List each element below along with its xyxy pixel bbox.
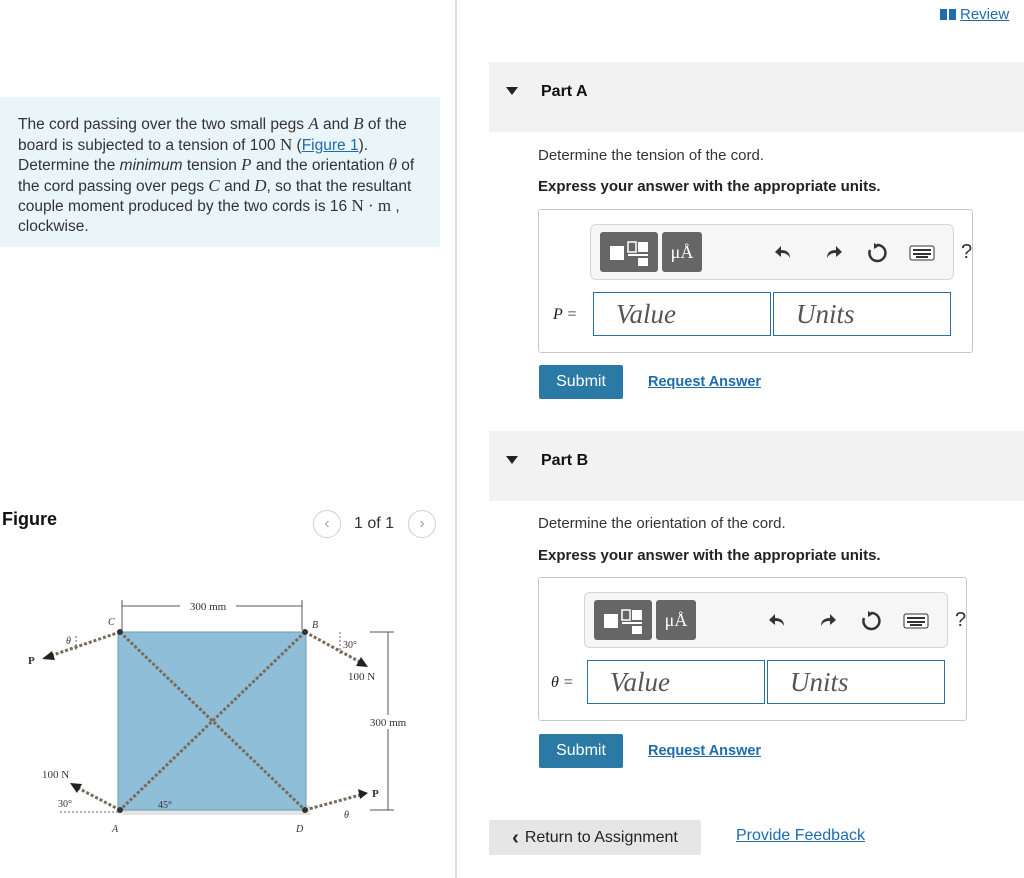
part-a-question: Determine the tension of the cord.	[538, 147, 764, 164]
provide-feedback-link[interactable]: Provide Feedback	[736, 827, 865, 844]
return-to-assignment-button[interactable]	[489, 820, 701, 855]
part-a-request-answer-link[interactable]: Request Answer	[648, 374, 762, 390]
part-a-submit-button[interactable]: Submit	[539, 365, 623, 399]
part-a-answer-box	[538, 209, 973, 353]
next-figure-button[interactable]	[408, 510, 436, 538]
part-a-variable: P =	[553, 306, 578, 323]
panel-divider	[455, 0, 457, 878]
keyboard-icon[interactable]	[903, 613, 929, 629]
figure-pager: 1 of 1	[354, 515, 395, 532]
label-100n-left: 100 N	[42, 769, 70, 781]
part-b-question: Determine the orientation of the cord.	[538, 515, 786, 532]
keyboard-icon[interactable]	[909, 245, 935, 261]
prev-figure-button[interactable]	[313, 510, 341, 538]
part-a-header[interactable]	[489, 62, 1024, 132]
dim-right-label: 300 mm	[369, 717, 407, 729]
part-b-submit-button[interactable]: Submit	[539, 734, 623, 768]
book-icon	[940, 9, 956, 20]
cord-a-force	[78, 788, 120, 810]
templates-icon	[600, 232, 658, 272]
review-link[interactable]	[940, 6, 1009, 23]
return-label: Return to Assignment	[524, 828, 678, 846]
part-b-answer-box	[538, 577, 967, 721]
figure-link[interactable]: Figure 1	[301, 136, 359, 154]
part-b-toolbar	[584, 592, 967, 648]
part-a-instruction: Express your answer with the appropriate units.	[538, 178, 881, 195]
undo-icon[interactable]	[774, 244, 794, 262]
label-theta-right: θ	[344, 810, 349, 821]
cord-c-p	[50, 632, 120, 656]
label-p-left: P	[28, 655, 35, 667]
part-a-units-input[interactable]: Units	[773, 292, 951, 336]
arrow-p-left	[42, 651, 55, 660]
caret-down-icon	[506, 456, 518, 466]
part-a-toolbar	[590, 224, 973, 280]
label-100n-right: 100 N	[348, 671, 376, 683]
label-45: 45°	[158, 800, 172, 811]
units-button[interactable]	[656, 600, 696, 640]
part-b-instruction: Express your answer with the appropriate units.	[538, 547, 881, 564]
templates-icon	[594, 600, 652, 640]
units-icon: μÅ	[664, 609, 688, 630]
label-b: B	[312, 620, 319, 631]
units-icon: μÅ	[670, 241, 694, 262]
label-30-left: 30°	[58, 799, 72, 810]
label-c: C	[108, 617, 115, 628]
label-p-right: P	[372, 788, 379, 800]
dim-top-label: 300 mm	[189, 601, 227, 613]
part-b-units-input[interactable]: Units	[767, 660, 945, 704]
label-a: A	[112, 824, 119, 835]
help-icon[interactable]: ?	[961, 241, 973, 263]
arrow-p-right	[358, 789, 368, 799]
templates-button[interactable]	[600, 232, 658, 272]
chevron-left-icon: ‹	[512, 826, 519, 849]
peg-d	[302, 807, 308, 813]
reset-icon[interactable]	[866, 242, 888, 264]
label-30-top: 30°	[343, 640, 357, 651]
part-b-variable: θ =	[551, 674, 574, 691]
help-icon[interactable]: ?	[955, 609, 967, 631]
figure-diagram	[0, 590, 455, 850]
chevron-right-icon: ›	[419, 515, 425, 532]
problem-statement: The cord passing over the two small pegs A and B of the board is subjected to a tension of 100 N (Figure 1). Determine the minimum tension P and the orientation θ of the cord passing over pegs C and D, so that the resultant couple moment produced by the two cords is 16 N · m , clockwise.	[18, 114, 415, 235]
review-label: Review	[960, 6, 1010, 23]
label-d: D	[296, 824, 304, 835]
cord-d-p	[305, 795, 360, 810]
undo-icon[interactable]	[768, 612, 788, 630]
peg-b	[302, 629, 308, 635]
label-theta-left: θ	[66, 636, 71, 647]
redo-icon[interactable]	[823, 244, 843, 262]
chevron-left-icon: ‹	[324, 515, 330, 532]
part-b-request-answer-link[interactable]: Request Answer	[648, 743, 762, 759]
caret-down-icon	[506, 87, 518, 97]
part-a-title: Part A	[541, 83, 588, 100]
part-a-value-input[interactable]: Value	[593, 292, 771, 336]
reset-icon[interactable]	[860, 610, 882, 632]
part-b-header[interactable]	[489, 431, 1024, 501]
part-b-value-input[interactable]: Value	[587, 660, 765, 704]
units-button[interactable]	[662, 232, 702, 272]
part-b-title: Part B	[541, 452, 589, 469]
figure-title: Figure	[2, 509, 58, 529]
redo-icon[interactable]	[817, 612, 837, 630]
templates-button[interactable]	[594, 600, 652, 640]
